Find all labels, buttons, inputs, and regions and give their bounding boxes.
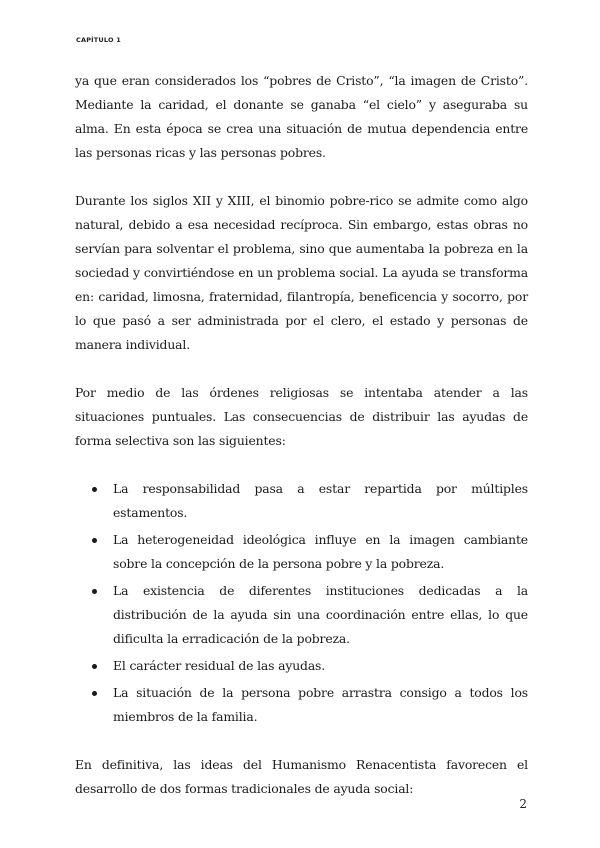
list-item	[75, 654, 528, 678]
body-text	[75, 69, 528, 825]
paragraph: ya que eran considerados los “pobres de Cristo”, “la imagen de Cristo”. Mediante la caridad, el donante se ganaba “el cielo” y aseguraba su alma. En esta época se crea una situación de mutua dependencia entre las personas ricas y las personas pobres.	[75, 73, 528, 160]
running-header: CAPÍTULO 1	[76, 36, 121, 44]
list-item-text: La situación de la persona pobre arrastra consigo a todos los miembros de la familia.	[113, 685, 528, 724]
bullet-dot-icon	[92, 589, 97, 594]
bullet-dot-icon	[92, 664, 97, 669]
list-item-text: El carácter residual de las ayudas.	[113, 658, 326, 673]
list-item	[75, 477, 528, 525]
list-item-text: La existencia de diferentes instituciones dedicadas a la distribución de la ayuda sin una coordinación entre ellas, lo que dificulta la erradicación de la pobreza.	[113, 583, 528, 646]
list-item	[75, 681, 528, 729]
paragraph: Durante los siglos XII y XIII, el binomio pobre-rico se admite como algo natural, debido a esa necesidad recíproca. Sin embargo, estas obras no servían para solventar el problema, sino que aumentaba la pobreza en la sociedad y convirtiéndose en un problema social. La ayuda se transforma en: caridad, limosna, fraternidad, filantropía, beneficencia y socorro, por lo que pasó a ser administrada por el clero, el estado y personas de manera individual.	[75, 193, 528, 352]
bullet-dot-icon	[92, 691, 97, 696]
bullet-dot-icon	[92, 538, 97, 543]
list-item	[75, 528, 528, 576]
page-number: 2	[519, 797, 527, 811]
paragraph: Por medio de las órdenes religiosas se intentaba atender a las situaciones puntuales. Las consecuencias de distribuir las ayudas de forma selectiva son las siguientes:	[75, 385, 528, 448]
closing-paragraph: En definitiva, las ideas del Humanismo Renacentista favorecen el desarrollo de dos formas tradicionales de ayuda social:	[75, 757, 528, 796]
list-item-text: La heterogeneidad ideológica influye en la imagen cambiante sobre la concepción de la persona pobre y la pobreza.	[113, 532, 528, 571]
list-item-text: La responsabilidad pasa a estar repartida por múltiples estamentos.	[113, 481, 528, 520]
bullet-dot-icon	[92, 487, 97, 492]
bullet-list	[75, 477, 528, 729]
list-item	[75, 579, 528, 651]
